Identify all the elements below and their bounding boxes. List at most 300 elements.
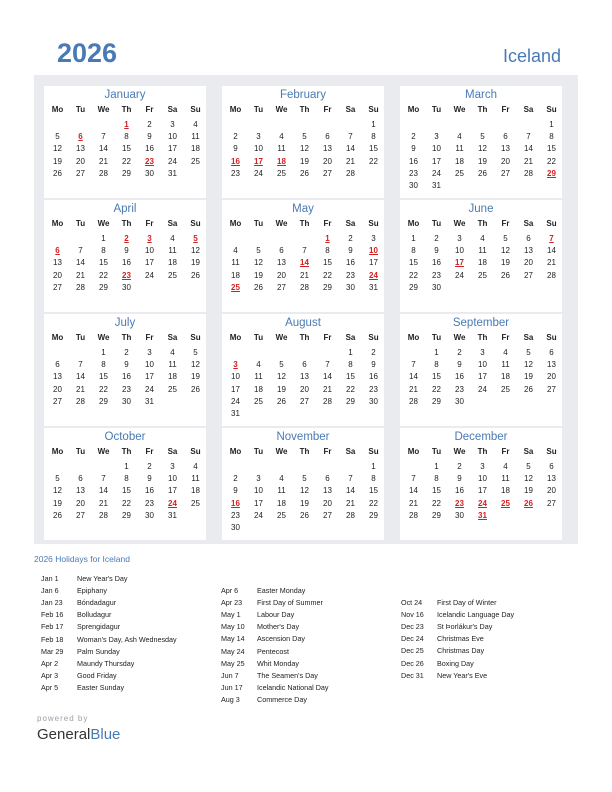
day-cell[interactable]: 28	[524, 168, 533, 178]
day-cell[interactable]: 28	[346, 168, 355, 178]
day-cell[interactable]: 25	[455, 168, 464, 178]
holiday-day-cell[interactable]: 16	[231, 156, 240, 166]
day-cell[interactable]: 27	[323, 510, 332, 520]
day-cell[interactable]: 23	[455, 384, 464, 394]
day-cell[interactable]: 26	[300, 168, 309, 178]
holiday-day-cell[interactable]: 25	[231, 282, 240, 292]
holiday-day-cell[interactable]: 24	[478, 498, 487, 508]
day-cell[interactable]: 28	[76, 282, 85, 292]
day-cell[interactable]: 30	[145, 510, 154, 520]
day-cell[interactable]: 12	[524, 360, 533, 370]
day-cell[interactable]: 18	[277, 498, 286, 508]
day-cell[interactable]: 15	[122, 144, 131, 154]
holiday-day-cell[interactable]: 23	[122, 270, 131, 280]
day-cell[interactable]: 18	[501, 372, 510, 382]
holiday-day-cell[interactable]: 6	[78, 132, 83, 142]
day-cell[interactable]: 20	[323, 156, 332, 166]
day-cell[interactable]: 10	[168, 474, 177, 484]
day-cell[interactable]: 8	[101, 246, 106, 256]
day-cell[interactable]: 19	[501, 258, 510, 268]
day-cell[interactable]: 3	[480, 462, 485, 471]
day-cell[interactable]: 4	[170, 234, 175, 243]
day-cell[interactable]: 30	[346, 282, 355, 292]
day-cell[interactable]: 30	[455, 396, 464, 406]
holiday-day-cell[interactable]: 17	[455, 258, 464, 268]
day-cell[interactable]: 13	[323, 486, 332, 496]
day-cell[interactable]: 6	[78, 474, 83, 484]
day-cell[interactable]: 21	[300, 270, 309, 280]
day-cell[interactable]: 17	[478, 486, 487, 496]
day-cell[interactable]: 22	[99, 270, 108, 280]
day-cell[interactable]: 7	[526, 132, 531, 142]
day-cell[interactable]: 22	[369, 156, 378, 166]
day-cell[interactable]: 22	[409, 270, 418, 280]
day-cell[interactable]: 24	[455, 270, 464, 280]
day-cell[interactable]: 8	[411, 246, 416, 256]
day-cell[interactable]: 5	[503, 234, 508, 243]
day-cell[interactable]: 22	[369, 498, 378, 508]
day-cell[interactable]: 16	[369, 372, 378, 382]
day-cell[interactable]: 28	[346, 510, 355, 520]
day-cell[interactable]: 3	[371, 234, 376, 243]
day-cell[interactable]: 20	[76, 498, 85, 508]
day-cell[interactable]: 29	[409, 282, 418, 292]
day-cell[interactable]: 20	[524, 258, 533, 268]
day-cell[interactable]: 15	[547, 144, 556, 154]
day-cell[interactable]: 1	[411, 234, 416, 243]
day-cell[interactable]: 28	[76, 396, 85, 406]
day-cell[interactable]: 1	[101, 348, 106, 357]
day-cell[interactable]: 30	[122, 396, 131, 406]
day-cell[interactable]: 11	[231, 258, 240, 268]
day-cell[interactable]: 19	[53, 156, 62, 166]
day-cell[interactable]: 16	[122, 372, 131, 382]
day-cell[interactable]: 10	[455, 246, 464, 256]
day-cell[interactable]: 31	[369, 282, 378, 292]
day-cell[interactable]: 12	[254, 258, 263, 268]
day-cell[interactable]: 15	[432, 486, 441, 496]
day-cell[interactable]: 8	[434, 360, 439, 370]
day-cell[interactable]: 15	[369, 144, 378, 154]
day-cell[interactable]: 5	[526, 462, 531, 471]
day-cell[interactable]: 8	[124, 474, 129, 484]
day-cell[interactable]: 19	[524, 486, 533, 496]
day-cell[interactable]: 28	[99, 510, 108, 520]
day-cell[interactable]: 13	[547, 474, 556, 484]
day-cell[interactable]: 12	[300, 486, 309, 496]
day-cell[interactable]: 28	[409, 510, 418, 520]
day-cell[interactable]: 2	[457, 462, 462, 471]
day-cell[interactable]: 24	[432, 168, 441, 178]
holiday-day-cell[interactable]: 14	[300, 258, 309, 268]
day-cell[interactable]: 22	[323, 270, 332, 280]
day-cell[interactable]: 11	[191, 132, 200, 142]
day-cell[interactable]: 17	[254, 498, 263, 508]
day-cell[interactable]: 26	[191, 384, 200, 394]
day-cell[interactable]: 31	[168, 168, 177, 178]
day-cell[interactable]: 2	[147, 462, 152, 471]
day-cell[interactable]: 6	[526, 234, 531, 243]
day-cell[interactable]: 4	[193, 120, 198, 129]
day-cell[interactable]: 25	[277, 510, 286, 520]
day-cell[interactable]: 15	[99, 372, 108, 382]
day-cell[interactable]: 12	[478, 144, 487, 154]
day-cell[interactable]: 5	[193, 348, 198, 357]
day-cell[interactable]: 19	[191, 258, 200, 268]
day-cell[interactable]: 12	[191, 360, 200, 370]
day-cell[interactable]: 28	[547, 270, 556, 280]
holiday-day-cell[interactable]: 23	[455, 498, 464, 508]
day-cell[interactable]: 9	[124, 360, 129, 370]
day-cell[interactable]: 26	[53, 168, 62, 178]
day-cell[interactable]: 30	[455, 510, 464, 520]
day-cell[interactable]: 1	[371, 462, 376, 471]
day-cell[interactable]: 9	[124, 246, 129, 256]
day-cell[interactable]: 23	[231, 510, 240, 520]
day-cell[interactable]: 12	[501, 246, 510, 256]
day-cell[interactable]: 30	[231, 523, 240, 532]
day-cell[interactable]: 20	[547, 372, 556, 382]
day-cell[interactable]: 4	[480, 234, 485, 243]
day-cell[interactable]: 4	[279, 132, 284, 142]
day-cell[interactable]: 26	[478, 168, 487, 178]
day-cell[interactable]: 6	[302, 360, 307, 370]
day-cell[interactable]: 14	[524, 144, 533, 154]
day-cell[interactable]: 2	[434, 234, 439, 243]
day-cell[interactable]: 7	[78, 246, 83, 256]
day-cell[interactable]: 25	[478, 270, 487, 280]
day-cell[interactable]: 20	[53, 270, 62, 280]
day-cell[interactable]: 8	[124, 132, 129, 142]
day-cell[interactable]: 31	[231, 409, 240, 418]
day-cell[interactable]: 1	[124, 462, 129, 471]
day-cell[interactable]: 24	[145, 270, 154, 280]
day-cell[interactable]: 18	[231, 270, 240, 280]
day-cell[interactable]: 2	[371, 348, 376, 357]
day-cell[interactable]: 18	[168, 372, 177, 382]
day-cell[interactable]: 23	[231, 168, 240, 178]
day-cell[interactable]: 7	[78, 360, 83, 370]
day-cell[interactable]: 16	[455, 486, 464, 496]
day-cell[interactable]: 22	[122, 156, 131, 166]
day-cell[interactable]: 23	[409, 168, 418, 178]
day-cell[interactable]: 2	[147, 120, 152, 129]
day-cell[interactable]: 21	[524, 156, 533, 166]
day-cell[interactable]: 16	[122, 258, 131, 268]
day-cell[interactable]: 17	[432, 156, 441, 166]
day-cell[interactable]: 24	[145, 384, 154, 394]
day-cell[interactable]: 1	[101, 234, 106, 243]
day-cell[interactable]: 21	[409, 384, 418, 394]
holiday-day-cell[interactable]: 16	[231, 498, 240, 508]
day-cell[interactable]: 11	[455, 144, 464, 154]
day-cell[interactable]: 14	[76, 372, 85, 382]
day-cell[interactable]: 31	[145, 396, 154, 406]
day-cell[interactable]: 7	[411, 474, 416, 484]
day-cell[interactable]: 17	[168, 144, 177, 154]
day-cell[interactable]: 27	[300, 396, 309, 406]
day-cell[interactable]: 1	[434, 348, 439, 357]
day-cell[interactable]: 16	[145, 486, 154, 496]
day-cell[interactable]: 24	[478, 384, 487, 394]
day-cell[interactable]: 28	[323, 396, 332, 406]
day-cell[interactable]: 13	[76, 486, 85, 496]
day-cell[interactable]: 28	[409, 396, 418, 406]
day-cell[interactable]: 3	[256, 474, 261, 484]
day-cell[interactable]: 25	[168, 384, 177, 394]
day-cell[interactable]: 22	[432, 384, 441, 394]
day-cell[interactable]: 22	[99, 384, 108, 394]
day-cell[interactable]: 10	[145, 360, 154, 370]
day-cell[interactable]: 17	[231, 384, 240, 394]
day-cell[interactable]: 25	[168, 270, 177, 280]
day-cell[interactable]: 15	[122, 486, 131, 496]
day-cell[interactable]: 29	[369, 510, 378, 520]
day-cell[interactable]: 10	[254, 144, 263, 154]
day-cell[interactable]: 9	[434, 246, 439, 256]
day-cell[interactable]: 27	[524, 270, 533, 280]
day-cell[interactable]: 15	[369, 486, 378, 496]
generalblue-logo[interactable]: GeneralBlue	[37, 726, 121, 743]
day-cell[interactable]: 21	[547, 258, 556, 268]
day-cell[interactable]: 29	[346, 396, 355, 406]
day-cell[interactable]: 6	[549, 462, 554, 471]
day-cell[interactable]: 15	[346, 372, 355, 382]
day-cell[interactable]: 3	[434, 132, 439, 142]
day-cell[interactable]: 23	[122, 384, 131, 394]
day-cell[interactable]: 10	[231, 372, 240, 382]
day-cell[interactable]: 12	[277, 372, 286, 382]
day-cell[interactable]: 11	[254, 372, 263, 382]
day-cell[interactable]: 11	[191, 474, 200, 484]
day-cell[interactable]: 31	[168, 510, 177, 520]
day-cell[interactable]: 11	[277, 144, 286, 154]
day-cell[interactable]: 9	[147, 474, 152, 484]
day-cell[interactable]: 26	[53, 510, 62, 520]
day-cell[interactable]: 29	[122, 168, 131, 178]
day-cell[interactable]: 6	[503, 132, 508, 142]
day-cell[interactable]: 2	[233, 132, 238, 142]
day-cell[interactable]: 26	[277, 396, 286, 406]
day-cell[interactable]: 17	[145, 372, 154, 382]
day-cell[interactable]: 26	[191, 270, 200, 280]
holiday-day-cell[interactable]: 31	[478, 510, 487, 520]
day-cell[interactable]: 2	[348, 234, 353, 243]
day-cell[interactable]: 7	[302, 246, 307, 256]
day-cell[interactable]: 13	[53, 258, 62, 268]
day-cell[interactable]: 4	[170, 348, 175, 357]
day-cell[interactable]: 19	[300, 156, 309, 166]
day-cell[interactable]: 14	[99, 144, 108, 154]
day-cell[interactable]: 7	[101, 132, 106, 142]
day-cell[interactable]: 19	[191, 372, 200, 382]
day-cell[interactable]: 11	[478, 246, 487, 256]
day-cell[interactable]: 24	[254, 168, 263, 178]
day-cell[interactable]: 8	[348, 360, 353, 370]
day-cell[interactable]: 5	[526, 348, 531, 357]
day-cell[interactable]: 18	[478, 258, 487, 268]
day-cell[interactable]: 14	[99, 486, 108, 496]
day-cell[interactable]: 17	[168, 486, 177, 496]
day-cell[interactable]: 5	[480, 132, 485, 142]
day-cell[interactable]: 9	[411, 144, 416, 154]
day-cell[interactable]: 10	[168, 132, 177, 142]
day-cell[interactable]: 8	[325, 246, 330, 256]
day-cell[interactable]: 20	[53, 384, 62, 394]
day-cell[interactable]: 30	[432, 282, 441, 292]
day-cell[interactable]: 15	[432, 372, 441, 382]
day-cell[interactable]: 3	[457, 234, 462, 243]
holiday-day-cell[interactable]: 6	[55, 246, 60, 256]
day-cell[interactable]: 25	[191, 498, 200, 508]
day-cell[interactable]: 9	[147, 132, 152, 142]
day-cell[interactable]: 19	[53, 498, 62, 508]
day-cell[interactable]: 11	[168, 246, 177, 256]
day-cell[interactable]: 1	[434, 462, 439, 471]
day-cell[interactable]: 4	[503, 462, 508, 471]
day-cell[interactable]: 27	[547, 498, 556, 508]
day-cell[interactable]: 8	[101, 360, 106, 370]
holiday-day-cell[interactable]: 25	[501, 498, 510, 508]
day-cell[interactable]: 13	[323, 144, 332, 154]
holiday-day-cell[interactable]: 3	[147, 234, 152, 243]
day-cell[interactable]: 23	[432, 270, 441, 280]
day-cell[interactable]: 14	[409, 372, 418, 382]
day-cell[interactable]: 29	[432, 510, 441, 520]
day-cell[interactable]: 12	[53, 486, 62, 496]
day-cell[interactable]: 3	[480, 348, 485, 357]
holiday-day-cell[interactable]: 24	[168, 498, 177, 508]
day-cell[interactable]: 22	[432, 498, 441, 508]
day-cell[interactable]: 21	[76, 384, 85, 394]
day-cell[interactable]: 19	[254, 270, 263, 280]
day-cell[interactable]: 27	[323, 168, 332, 178]
day-cell[interactable]: 13	[277, 258, 286, 268]
day-cell[interactable]: 19	[524, 372, 533, 382]
day-cell[interactable]: 7	[348, 132, 353, 142]
day-cell[interactable]: 7	[101, 474, 106, 484]
day-cell[interactable]: 12	[191, 246, 200, 256]
day-cell[interactable]: 27	[76, 168, 85, 178]
day-cell[interactable]: 26	[254, 282, 263, 292]
day-cell[interactable]: 12	[53, 144, 62, 154]
holiday-day-cell[interactable]: 24	[369, 270, 378, 280]
day-cell[interactable]: 9	[233, 486, 238, 496]
day-cell[interactable]: 24	[254, 510, 263, 520]
day-cell[interactable]: 19	[300, 498, 309, 508]
day-cell[interactable]: 4	[193, 462, 198, 471]
day-cell[interactable]: 21	[76, 270, 85, 280]
day-cell[interactable]: 18	[254, 384, 263, 394]
day-cell[interactable]: 29	[99, 396, 108, 406]
day-cell[interactable]: 22	[547, 156, 556, 166]
day-cell[interactable]: 7	[325, 360, 330, 370]
day-cell[interactable]: 16	[409, 156, 418, 166]
day-cell[interactable]: 13	[547, 360, 556, 370]
day-cell[interactable]: 20	[501, 156, 510, 166]
day-cell[interactable]: 25	[501, 384, 510, 394]
day-cell[interactable]: 19	[277, 384, 286, 394]
day-cell[interactable]: 28	[300, 282, 309, 292]
day-cell[interactable]: 21	[323, 384, 332, 394]
holiday-day-cell[interactable]: 10	[369, 246, 378, 256]
day-cell[interactable]: 15	[99, 258, 108, 268]
day-cell[interactable]: 27	[76, 510, 85, 520]
day-cell[interactable]: 26	[524, 384, 533, 394]
day-cell[interactable]: 2	[233, 474, 238, 484]
day-cell[interactable]: 22	[122, 498, 131, 508]
day-cell[interactable]: 5	[279, 360, 284, 370]
day-cell[interactable]: 16	[455, 372, 464, 382]
holiday-day-cell[interactable]: 26	[524, 498, 533, 508]
day-cell[interactable]: 19	[478, 156, 487, 166]
day-cell[interactable]: 18	[191, 486, 200, 496]
day-cell[interactable]: 27	[501, 168, 510, 178]
holiday-day-cell[interactable]: 23	[145, 156, 154, 166]
holiday-day-cell[interactable]: 29	[547, 168, 556, 178]
day-cell[interactable]: 22	[346, 384, 355, 394]
day-cell[interactable]: 14	[323, 372, 332, 382]
day-cell[interactable]: 16	[145, 144, 154, 154]
day-cell[interactable]: 7	[348, 474, 353, 484]
day-cell[interactable]: 27	[547, 384, 556, 394]
day-cell[interactable]: 10	[254, 486, 263, 496]
day-cell[interactable]: 27	[277, 282, 286, 292]
day-cell[interactable]: 8	[371, 474, 376, 484]
day-cell[interactable]: 24	[231, 396, 240, 406]
day-cell[interactable]: 25	[254, 396, 263, 406]
day-cell[interactable]: 26	[300, 510, 309, 520]
day-cell[interactable]: 13	[524, 246, 533, 256]
day-cell[interactable]: 20	[76, 156, 85, 166]
day-cell[interactable]: 10	[478, 474, 487, 484]
day-cell[interactable]: 27	[53, 282, 62, 292]
day-cell[interactable]: 18	[455, 156, 464, 166]
day-cell[interactable]: 4	[457, 132, 462, 142]
day-cell[interactable]: 29	[432, 396, 441, 406]
day-cell[interactable]: 23	[369, 384, 378, 394]
day-cell[interactable]: 18	[501, 486, 510, 496]
day-cell[interactable]: 13	[501, 144, 510, 154]
day-cell[interactable]: 5	[55, 132, 60, 142]
holiday-day-cell[interactable]: 1	[325, 234, 330, 243]
day-cell[interactable]: 3	[170, 120, 175, 129]
day-cell[interactable]: 21	[99, 156, 108, 166]
day-cell[interactable]: 10	[432, 144, 441, 154]
day-cell[interactable]: 30	[122, 282, 131, 292]
day-cell[interactable]: 30	[145, 168, 154, 178]
day-cell[interactable]: 21	[346, 498, 355, 508]
day-cell[interactable]: 30	[409, 181, 418, 190]
holiday-day-cell[interactable]: 7	[549, 234, 554, 243]
day-cell[interactable]: 21	[99, 498, 108, 508]
day-cell[interactable]: 14	[76, 258, 85, 268]
holiday-day-cell[interactable]: 17	[254, 156, 263, 166]
day-cell[interactable]: 8	[549, 132, 554, 142]
day-cell[interactable]: 9	[371, 360, 376, 370]
day-cell[interactable]: 14	[547, 246, 556, 256]
day-cell[interactable]: 12	[524, 474, 533, 484]
holiday-day-cell[interactable]: 2	[124, 234, 129, 243]
day-cell[interactable]: 29	[99, 282, 108, 292]
day-cell[interactable]: 11	[501, 474, 510, 484]
day-cell[interactable]: 9	[457, 360, 462, 370]
day-cell[interactable]: 14	[409, 486, 418, 496]
day-cell[interactable]: 26	[501, 270, 510, 280]
day-cell[interactable]: 12	[300, 144, 309, 154]
day-cell[interactable]: 1	[549, 120, 554, 129]
day-cell[interactable]: 28	[99, 168, 108, 178]
